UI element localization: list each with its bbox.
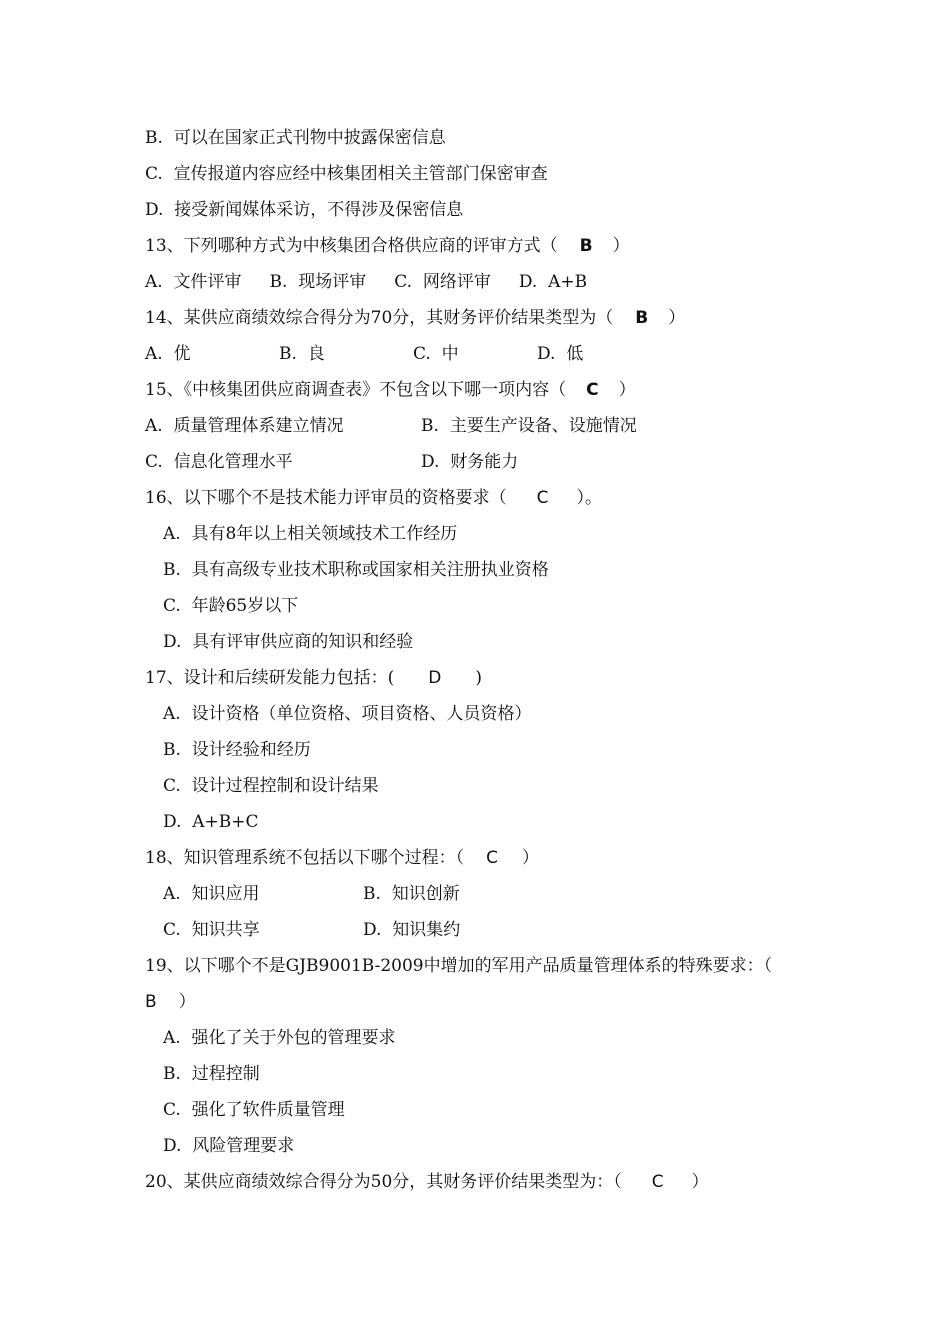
q12-option-c: C. 宣传报道内容应经中核集团相关主管部门保密审查	[145, 164, 548, 184]
q19-option-a: A. 强化了关于外包的管理要求	[163, 1028, 396, 1048]
option-b: B. 现场评审	[269, 272, 367, 292]
question-stem: 14、某供应商绩效综合得分为70分，其财务评价结果类型为（	[145, 308, 614, 328]
option-b: B. 良	[279, 344, 325, 364]
answer-letter: B	[579, 236, 593, 256]
option-b: B. 知识创新	[363, 884, 460, 904]
option-d: D. 知识集约	[363, 920, 461, 940]
question-stem: 20、某供应商绩效综合得分为50分，其财务评价结果类型为：（	[145, 1172, 622, 1192]
option-a: A. 文件评审	[145, 272, 242, 292]
question-stem: 18、知识管理系统不包括以下哪个过程：（	[145, 848, 465, 868]
question-stem: 16、以下哪个不是技术能力评审员的资格要求（	[145, 488, 507, 508]
option-c: C. 知识共享	[163, 920, 260, 940]
answer-letter: B	[145, 992, 157, 1012]
option-c: C. 信息化管理水平	[145, 452, 293, 472]
q15-options-row-1	[145, 408, 637, 444]
option-d: D. 财务能力	[421, 452, 519, 472]
answer-letter: B	[635, 308, 649, 328]
q16-option-c: C. 年龄65岁以下	[163, 596, 299, 616]
answer-letter: D	[428, 668, 442, 688]
q13-options	[145, 264, 587, 300]
option-c: C. 网络评审	[394, 272, 491, 292]
answer-close-paren: ）	[691, 1172, 709, 1192]
question-14	[145, 300, 685, 336]
option-d: D. A+B	[518, 272, 588, 292]
question-16	[145, 480, 602, 516]
question-stem: 19、以下哪个不是GJB9001B-2009中增加的军用产品质量管理体系的特殊要求：（	[145, 956, 773, 976]
q14-options	[145, 336, 583, 372]
question-stem: 13、下列哪种方式为中核集团合格供应商的评审方式（	[145, 236, 558, 256]
q19-option-d: D. 风险管理要求	[163, 1136, 295, 1156]
q15-options-row-2	[145, 444, 518, 480]
q19-option-b: B. 过程控制	[163, 1064, 260, 1084]
answer-close-paren: ）	[618, 380, 636, 400]
q16-option-b: B. 具有高级专业技术职称或国家相关注册执业资格	[163, 560, 549, 580]
option-d: D. 低	[537, 344, 584, 364]
answer-letter: C	[486, 848, 499, 868]
q16-option-a: A. 具有8年以上相关领域技术工作经历	[163, 524, 458, 544]
question-20	[145, 1164, 709, 1200]
answer-close-paren: ）。	[576, 488, 603, 508]
q17-option-b: B. 设计经验和经历	[163, 740, 311, 760]
q17-option-c: C. 设计过程控制和设计结果	[163, 776, 379, 796]
question-17	[145, 660, 482, 696]
q18-options-row-2	[163, 912, 460, 948]
answer-letter: C	[651, 1172, 664, 1192]
answer-close-paren: )	[475, 668, 482, 688]
answer-letter: C	[536, 488, 549, 508]
q12-option-b: B. 可以在国家正式刊物中披露保密信息	[145, 128, 446, 148]
q17-option-a: A. 设计资格（单位资格、项目资格、人员资格）	[163, 704, 532, 724]
answer-close-paren: ）	[668, 308, 686, 328]
q16-option-d: D. 具有评审供应商的知识和经验	[163, 632, 414, 652]
question-19-answer-line	[145, 984, 196, 1020]
option-a: A. 优	[145, 344, 191, 364]
answer-close-paren: ）	[522, 848, 540, 868]
option-c: C. 中	[413, 344, 459, 364]
q17-option-d: D. A+B+C	[163, 812, 259, 832]
answer-letter: C	[586, 380, 599, 400]
question-18	[145, 840, 539, 876]
question-19	[145, 948, 772, 984]
option-a: A. 知识应用	[163, 884, 260, 904]
answer-close-paren: ）	[178, 992, 196, 1012]
question-stem: 15、《中核集团供应商调查表》不包含以下哪一项内容（	[145, 380, 567, 400]
q18-options-row-1	[163, 876, 460, 912]
answer-close-paren: ）	[612, 236, 630, 256]
option-b: B. 主要生产设备、设施情况	[421, 416, 637, 436]
question-stem: 17、设计和后续研发能力包括：(	[145, 668, 395, 688]
q19-option-c: C. 强化了软件质量管理	[163, 1100, 345, 1120]
option-a: A. 质量管理体系建立情况	[145, 416, 344, 436]
question-15	[145, 372, 636, 408]
q12-option-d: D. 接受新闻媒体采访，不得涉及保密信息	[145, 200, 464, 220]
question-13	[145, 228, 630, 264]
